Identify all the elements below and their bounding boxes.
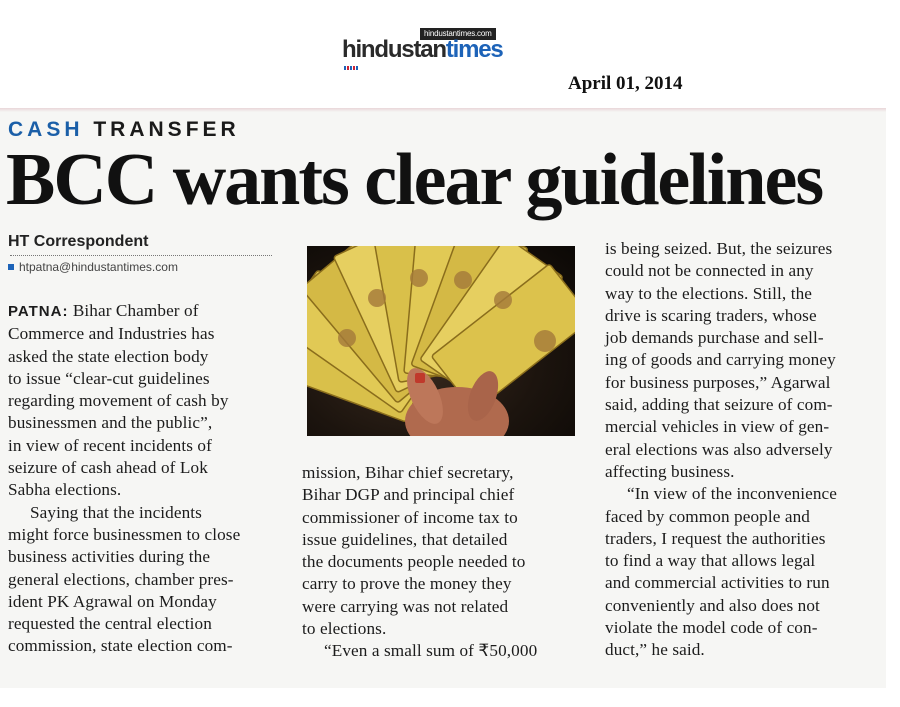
masthead-wordmark: [342, 36, 503, 64]
kicker-word-2: TRANSFER: [93, 118, 240, 141]
masthead-web-tag: hindustantimes.com: [420, 28, 496, 40]
column-line: is being seized. But, the seizures: [605, 239, 833, 258]
column-line: might force businessmen to close: [8, 524, 241, 544]
column-line: “Even a small sum of ₹50,000: [324, 641, 538, 661]
column-line: Commerce and Industries has: [8, 324, 215, 344]
column-line: commissioner of income tax to: [302, 507, 518, 527]
column-line: traders, I request the authorities: [605, 528, 826, 548]
column-line: to elections.: [302, 619, 387, 639]
column-line: eral elections was also adversely: [605, 439, 833, 459]
column-line: affecting business.: [605, 461, 735, 481]
column-line: ident PK Agrawal on Monday: [8, 591, 217, 611]
column-line: said, adding that seizure of com-: [605, 395, 833, 415]
column-line: seizure of cash ahead of Lok: [8, 458, 208, 478]
column-line: ing of goods and carrying money: [605, 350, 836, 370]
column-line: to find a way that allows legal: [605, 551, 816, 571]
column-line: Bihar Chamber of: [68, 301, 199, 320]
article-dateline: PATNA:: [8, 303, 69, 320]
article-byline: HT Correspondent: [8, 233, 149, 250]
money-fan-illustration: [307, 246, 575, 436]
kicker-word-1: CASH: [8, 118, 84, 141]
column-line: requested the central election: [8, 614, 212, 634]
column-line: for business purposes,” Agarwal: [605, 372, 831, 392]
logo-bars-icon: [344, 66, 358, 70]
byline-email: [8, 260, 178, 274]
column-line: issue guidelines, that detailed: [302, 529, 508, 549]
square-bullet-icon: [8, 264, 14, 270]
article-column-1: [8, 300, 240, 658]
column-line: carry to prove the money they: [302, 574, 512, 594]
logo-part-1: hindustan: [342, 36, 446, 63]
column-line: duct,” he said.: [605, 640, 705, 660]
logo-part-2: times: [445, 36, 503, 63]
column-line: the documents people needed to: [302, 552, 526, 572]
column-line: faced by common people and: [605, 506, 810, 526]
rupee-notes-photo: [307, 246, 575, 436]
column-line: violate the model code of con-: [605, 618, 818, 638]
clipping-date: April 01, 2014: [568, 73, 683, 94]
column-line: and commercial activities to run: [605, 573, 830, 593]
column-line: asked the state election body: [8, 346, 209, 366]
column-line: Sabha elections.: [8, 480, 122, 500]
column-line: businessmen and the public”,: [8, 413, 213, 433]
column-line: drive is scaring traders, whose: [605, 305, 817, 325]
column-line: general elections, chamber pres-: [8, 569, 234, 589]
column-line: way to the elections. Still, the: [605, 283, 813, 303]
column-line: could not be connected in any: [605, 261, 814, 281]
column-line: Saying that the incidents: [30, 502, 202, 522]
column-line: to issue “clear-cut guidelines: [8, 368, 210, 388]
column-line: regarding movement of cash by: [8, 391, 229, 411]
column-line: mercial vehicles in view of gen-: [605, 417, 830, 437]
column-line: in view of recent incidents of: [8, 435, 212, 455]
column-line: commission, state election com-: [8, 636, 233, 656]
article-column-3: [605, 238, 837, 662]
column-line: mission, Bihar chief secretary,: [302, 463, 514, 482]
column-line: were carrying was not related: [302, 596, 509, 616]
column-line: Bihar DGP and principal chief: [302, 485, 515, 505]
email-text: htpatna@hindustantimes.com: [19, 260, 178, 274]
column-line: “In view of the inconvenience: [627, 484, 838, 504]
column-line: job demands purchase and sell-: [605, 328, 824, 348]
clipping-edge: [0, 108, 886, 112]
column-line: conveniently and also does not: [605, 595, 820, 615]
article-column-2: [302, 462, 537, 663]
byline-divider: [10, 255, 272, 256]
column-line: business activities during the: [8, 547, 211, 567]
masthead-logo: [342, 28, 512, 78]
article-headline: BCC wants clear guidelines: [6, 139, 823, 221]
